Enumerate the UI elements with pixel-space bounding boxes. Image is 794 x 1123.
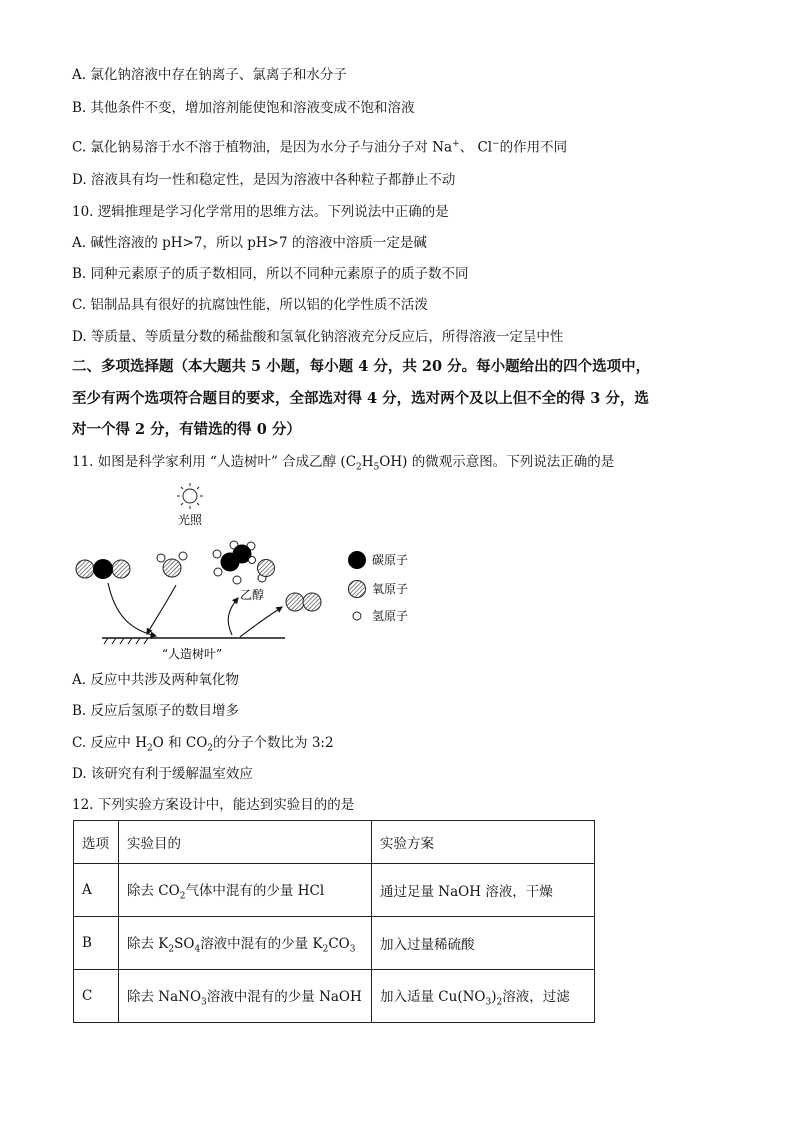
sun-label: 光照 (177, 513, 203, 527)
legend-carbon: 碳原子 (372, 553, 409, 567)
h2o-molecule (157, 552, 187, 577)
ethanol-molecule (213, 541, 275, 584)
q11-stem: 11. 如图是科学家利用 “人造树叶” 合成乙醇 $(C_2H_5OH)$ 的微观示意图。下列说法正确的是 (72, 454, 615, 473)
legend-oxygen: 氧原子 (372, 582, 409, 596)
header-option: 选项 (74, 821, 119, 864)
experiment-table (73, 820, 595, 1023)
q9-option-c: C. 氯化钠易溶于水不溶于植物油，是因为水分子与油分子对 Na+、 Cl−的作用不同 (72, 139, 568, 156)
co2-molecule (76, 559, 130, 579)
q11-option-b: B. 反应后氢原子的数目增多 (72, 703, 240, 719)
q11-option-c: C. 反应中 $H_2O$ 和 $CO_2$的分子个数比为 3:2 (72, 735, 334, 754)
legend-hydrogen-swatch (353, 612, 361, 620)
header-plan: 实验方案 (372, 821, 595, 864)
q10-stem: 10. 逻辑推理是学习化学常用的思维方法。下列说法中正确的是 (72, 204, 449, 220)
table-row (74, 864, 595, 917)
cell-plan: 加入适量 $Cu(NO_3)_2$溶液，过滤 (372, 970, 595, 1023)
q10-option-a: A. 碱性溶液的 pH>7，所以 pH>7 的溶液中溶质一定是碱 (72, 235, 427, 251)
arrow-h2o-in (147, 585, 176, 634)
reaction-diagram (60, 480, 440, 660)
section2-line3: 对一个得 2 分，有错选的得 0 分） (72, 421, 301, 438)
q11-option-d: D. 该研究有利于缓解温室效应 (72, 766, 253, 782)
header-purpose: 实验目的 (119, 821, 372, 864)
q10-option-b: B. 同种元素原子的质子数相同，所以不同种元素原子的质子数不同 (72, 266, 469, 282)
cell-option: A (74, 864, 119, 917)
arrow-ethanol-out (228, 598, 238, 635)
table-header-row (74, 821, 595, 864)
q10-option-d: D. 等质量、等质量分数的稀盐酸和氢氧化钠溶液充分反应后，所得溶液一定呈中性 (72, 329, 564, 345)
leaf-label: “人造树叶” (161, 647, 223, 660)
cell-purpose: 除去 $K_2SO_4$溶液中混有的少量 $K_2CO_3$ (119, 917, 372, 970)
artificial-leaf-surface (102, 638, 285, 644)
q9-option-b: B. 其他条件不变，增加溶剂能使饱和溶液变成不饱和溶液 (72, 100, 415, 116)
section2-line2: 至少有两个选项符合题目的要求，全部选对得 4 分，选对两个及以上但不全的得 3 分，选 (72, 390, 649, 407)
arrow-co2-in (108, 583, 156, 636)
legend (348, 551, 408, 623)
o2-molecule (286, 593, 321, 611)
cell-plan: 通过足量 NaOH 溶液，干燥 (372, 864, 595, 917)
legend-hydrogen: 氢原子 (372, 609, 409, 623)
q10-option-c: C. 铝制品具有很好的抗腐蚀性能，所以铝的化学性质不活泼 (72, 297, 428, 313)
q12-stem: 12. 下列实验方案设计中，能达到实验目的的是 (72, 797, 355, 813)
cell-purpose: 除去 NaNO$_3$溶液中混有的少量 NaOH (119, 970, 372, 1023)
cell-purpose: 除去 $CO_2$气体中混有的少量 HCl (119, 864, 372, 917)
ethanol-label: 乙醇 (239, 588, 265, 602)
cell-option: C (74, 970, 119, 1023)
q9-option-d: D. 溶液具有均一性和稳定性，是因为溶液中各种粒子都静止不动 (72, 172, 456, 188)
table-row (74, 970, 595, 1023)
cell-option: B (74, 917, 119, 970)
table-row (74, 917, 595, 970)
arrow-o2-out (240, 607, 282, 637)
section2-line1: 二、多项选择题（本大题共 5 小题，每小题 4 分，共 20 分。每小题给出的四个选项中， (72, 358, 651, 375)
sun-icon (177, 483, 203, 509)
legend-carbon-swatch (348, 551, 366, 569)
cell-plan: 加入过量稀硫酸 (372, 917, 595, 970)
legend-oxygen-swatch (349, 581, 366, 598)
q9-option-a: A. 氯化钠溶液中存在钠离子、氯离子和水分子 (72, 67, 347, 83)
q11-option-a: A. 反应中共涉及两种氧化物 (72, 672, 239, 688)
